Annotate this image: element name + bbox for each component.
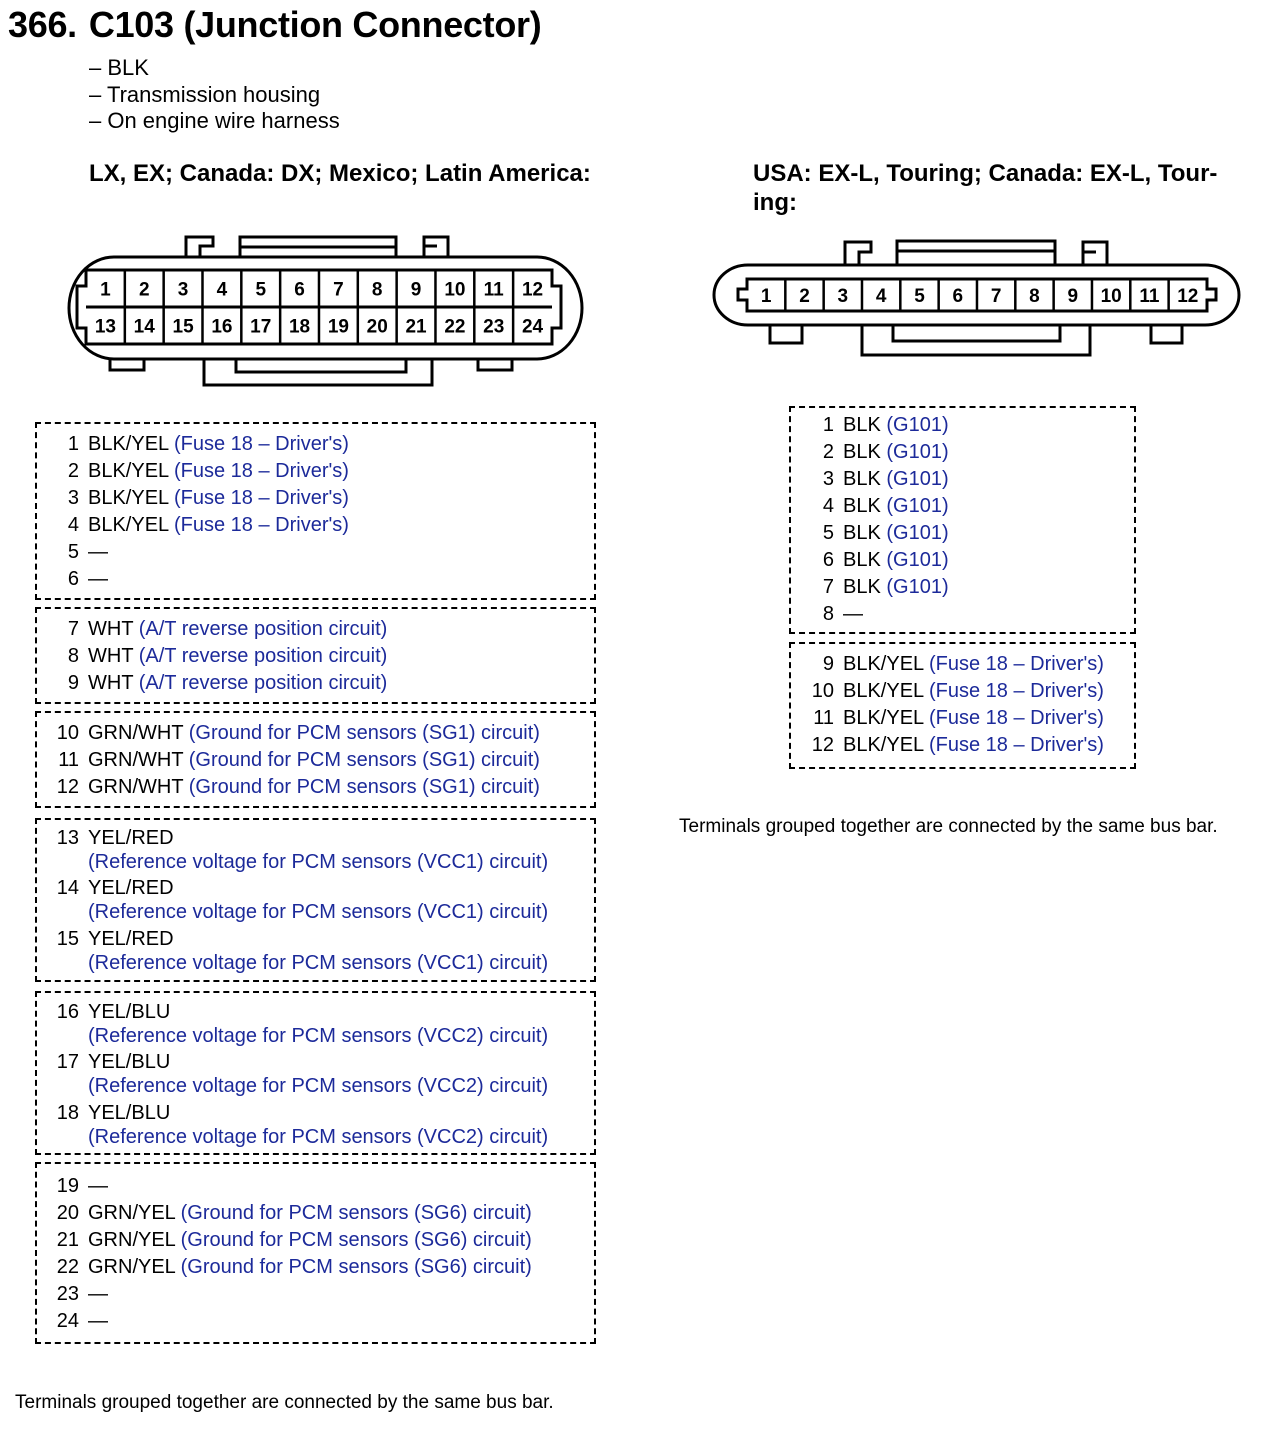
connector-24-bottom-pin-16: 16 [211, 316, 233, 338]
terminal-number: 2 [67, 460, 79, 482]
left-terminal-row [37, 671, 387, 695]
wire-color: BLK [843, 522, 881, 544]
left-terminal-row [37, 1309, 108, 1333]
right-terminal-row [791, 602, 863, 626]
connector-24-bottom-pin-19: 19 [327, 316, 349, 338]
terminal-number: 24 [56, 1310, 79, 1332]
left-terminal-row [37, 927, 174, 951]
right-terminal-group [789, 406, 1136, 634]
connector-24-top-pin-8: 8 [371, 279, 383, 301]
connector-number: 366. [8, 4, 77, 45]
terminal-number: 4 [822, 495, 834, 517]
connector-24-top-pin-5: 5 [255, 279, 267, 301]
left-terminal-row [37, 617, 387, 641]
right-terminal-row [791, 494, 949, 518]
circuit-description: (Ground for PCM sensors (SG1) circuit) [188, 722, 540, 744]
terminal-number: 8 [67, 645, 79, 667]
left-terminal-row [37, 1101, 170, 1125]
terminal-number: 17 [56, 1051, 79, 1074]
connector-24-bottom-pin-18: 18 [288, 316, 311, 338]
connector-24-bottom-pin-17: 17 [250, 316, 272, 338]
circuit-description: (Reference voltage for PCM sensors (VCC2) circuit) [88, 1125, 549, 1148]
left-terminal-group [35, 818, 596, 982]
terminal-number: 6 [67, 568, 79, 590]
circuit-description: (G101) [886, 522, 949, 544]
wire-color: GRN/WHT [88, 722, 184, 744]
circuit-description: (Ground for PCM sensors (SG6) circuit) [180, 1202, 532, 1224]
circuit-description: (Ground for PCM sensors (SG1) circuit) [188, 776, 540, 798]
wire-color: YEL/BLU [88, 1051, 171, 1074]
circuit-description: (G101) [886, 441, 949, 463]
wire-color: WHT [88, 618, 134, 640]
left-variant-heading: LX, EX; Canada: DX; Mexico; Latin America: [89, 160, 591, 187]
circuit-description: (Ground for PCM sensors (SG6) circuit) [180, 1256, 532, 1278]
circuit-description: (G101) [886, 495, 949, 517]
terminal-number: 10 [56, 722, 79, 744]
connector-24-top-pin-6: 6 [294, 279, 305, 301]
terminal-number: 13 [56, 827, 79, 849]
left-terminal-row [37, 876, 174, 900]
left-terminal-row [37, 459, 349, 483]
right-terminal-row [791, 575, 949, 599]
terminal-number: 7 [67, 618, 79, 640]
terminal-number: 7 [822, 576, 834, 598]
left-terminal-row [37, 775, 540, 799]
terminal-number: 1 [822, 414, 834, 436]
connector-12-pin-5: 5 [914, 285, 925, 307]
circuit-description: (Reference voltage for PCM sensors (VCC1) circuit) [88, 951, 549, 974]
wire-color: BLK [843, 441, 881, 463]
right-variant-heading: USA: EX-L, Touring; Canada: EX-L, Tour-ing: [753, 160, 1218, 216]
connector-24-top-pin-12: 12 [521, 279, 544, 301]
connector-12-pin-4: 4 [875, 285, 887, 307]
connector-24-bottom-pin-13: 13 [94, 316, 116, 338]
circuit-description: (Fuse 18 – Driver's) [173, 460, 349, 482]
connector-12-pin-11: 11 [1139, 285, 1160, 307]
terminal-number: 11 [58, 749, 79, 771]
left-terminal-row [37, 540, 108, 564]
wire-color: BLK/YEL [843, 707, 924, 729]
left-terminal-row [37, 826, 174, 850]
wire-color: GRN/YEL [88, 1229, 176, 1251]
circuit-description: (Reference voltage for PCM sensors (VCC2) circuit) [88, 1025, 549, 1047]
connector-12-pin-grid [761, 279, 1198, 311]
left-terminal-row [37, 1255, 532, 1279]
wire-color: — [88, 1283, 108, 1305]
right-terminal-row [791, 733, 1104, 757]
terminal-number: 1 [67, 433, 79, 455]
terminal-number: 5 [67, 541, 79, 563]
wire-color: YEL/BLU [88, 1101, 171, 1124]
terminal-number: 6 [822, 549, 834, 571]
wire-color: GRN/WHT [88, 749, 184, 771]
wire-color: BLK/YEL [88, 487, 169, 509]
wire-color: BLK/YEL [88, 514, 169, 536]
terminal-number: 4 [67, 514, 79, 536]
terminal-number: 20 [56, 1202, 79, 1224]
connector-24-top-pin-11: 11 [483, 279, 504, 301]
terminal-number: 14 [56, 877, 79, 900]
terminal-number: 9 [67, 672, 79, 694]
left-terminal-row [37, 486, 349, 510]
connector-12pin-diagram [0, 0, 1262, 400]
circuit-description: (Fuse 18 – Driver's) [928, 653, 1104, 675]
circuit-description: (Fuse 18 – Driver's) [928, 707, 1104, 729]
terminal-number: 9 [822, 653, 834, 675]
connector-24-top-pin-1: 1 [100, 279, 111, 301]
connector-24-bottom-pin-21: 21 [405, 316, 427, 338]
connector-12-pin-7: 7 [990, 285, 1002, 307]
wire-color: WHT [88, 645, 134, 667]
terminal-number: 3 [67, 487, 79, 509]
left-bus-bar-note: Terminals grouped together are connected by the same bus bar. [15, 1392, 554, 1413]
terminal-number: 22 [56, 1256, 79, 1278]
left-terminal-row [37, 1174, 108, 1198]
wire-color: YEL/BLU [88, 1001, 171, 1023]
connector-24-top-pin-10: 10 [444, 279, 466, 301]
wire-color: BLK/YEL [88, 460, 169, 482]
wire-color: — [88, 568, 108, 590]
wire-color: — [88, 541, 108, 563]
connector-12-top-latch [845, 241, 1107, 265]
terminal-number: 10 [811, 680, 834, 702]
terminal-number: 16 [56, 1001, 79, 1023]
connector-24-bottom-pin-20: 20 [366, 316, 388, 338]
wire-color: BLK [843, 549, 881, 571]
terminal-number: 21 [56, 1229, 79, 1251]
wire-color: YEL/RED [88, 927, 174, 950]
wire-color: BLK/YEL [843, 653, 924, 675]
circuit-description: (Reference voltage for PCM sensors (VCC2) circuit) [88, 1075, 549, 1098]
left-terminal-row [37, 567, 108, 591]
right-terminal-row [791, 467, 949, 491]
circuit-description: (Ground for PCM sensors (SG6) circuit) [180, 1229, 532, 1251]
connector-24-bottom-pin-22: 22 [444, 316, 466, 338]
right-terminal-group [789, 642, 1136, 769]
wire-color: YEL/RED [88, 827, 174, 849]
left-terminal-row [37, 1050, 170, 1074]
terminal-number: 2 [822, 441, 834, 463]
left-terminal-row [37, 1282, 108, 1306]
circuit-description: (G101) [886, 414, 949, 436]
left-terminal-group [35, 991, 596, 1155]
left-terminal-row [37, 513, 349, 537]
circuit-description: (Fuse 18 – Driver's) [928, 680, 1104, 702]
circuit-description: (G101) [886, 576, 949, 598]
terminal-number: 23 [56, 1283, 79, 1305]
left-terminal-row [37, 748, 540, 772]
terminal-number: 3 [822, 468, 834, 490]
right-bus-bar-note: Terminals grouped together are connected by the same bus bar. [679, 816, 1218, 837]
circuit-description: (G101) [886, 549, 949, 571]
wire-color: BLK [843, 414, 881, 436]
wire-color: — [843, 603, 863, 625]
terminal-number: 12 [811, 734, 834, 756]
wire-color: BLK [843, 468, 881, 490]
wire-color: GRN/WHT [88, 776, 184, 798]
wire-color: — [88, 1310, 108, 1332]
circuit-description: (G101) [886, 468, 949, 490]
connector-24-bottom-pin-14: 14 [133, 316, 155, 338]
wire-color: GRN/YEL [88, 1256, 176, 1278]
terminal-number: 5 [822, 522, 834, 544]
terminal-number: 12 [56, 776, 79, 798]
wire-color: — [88, 1175, 108, 1197]
left-terminal-group [35, 711, 596, 808]
left-terminal-group [35, 422, 596, 600]
connector-12-pin-8: 8 [1029, 285, 1040, 307]
terminal-number: 18 [56, 1101, 79, 1124]
terminal-number: 8 [822, 603, 834, 625]
connector-24-top-pin-2: 2 [138, 279, 150, 301]
connector-12-pin-6: 6 [952, 285, 964, 307]
left-terminal-row [37, 1201, 532, 1225]
connector-12-pin-12: 12 [1177, 285, 1199, 307]
left-terminal-row [37, 432, 349, 456]
wire-color: YEL/RED [88, 877, 174, 900]
right-terminal-row [791, 548, 949, 572]
attribute-location: – Transmission housing [89, 81, 321, 107]
connector-24-bottom-pin-24: 24 [521, 316, 544, 338]
connector-24-top-pin-4: 4 [216, 279, 228, 301]
left-terminal-row [37, 644, 387, 668]
attribute-color: – BLK [89, 55, 149, 80]
circuit-description: (Fuse 18 – Driver's) [173, 514, 349, 536]
connector-12-pin-1: 1 [760, 285, 772, 307]
connector-24-top-pin-3: 3 [177, 279, 189, 301]
right-terminal-row [791, 440, 949, 464]
circuit-description: (Fuse 18 – Driver's) [173, 487, 349, 509]
left-terminal-row [37, 1228, 532, 1252]
terminal-number: 19 [56, 1175, 79, 1197]
wire-color: BLK/YEL [843, 734, 924, 756]
circuit-description: (Ground for PCM sensors (SG1) circuit) [188, 749, 540, 771]
connector-24-top-pin-9: 9 [410, 279, 422, 301]
wire-color: BLK/YEL [88, 433, 169, 455]
wire-color: BLK/YEL [843, 680, 924, 702]
connector-12-pin-2: 2 [799, 285, 810, 307]
terminal-number: 11 [813, 707, 834, 729]
connector-12-pin-9: 9 [1067, 285, 1079, 307]
left-terminal-group [35, 1162, 596, 1344]
left-terminal-row [37, 1000, 170, 1024]
connector-24-bottom-pin-15: 15 [172, 316, 194, 338]
left-terminal-row [37, 721, 540, 745]
right-terminal-row [791, 679, 1104, 703]
connector-12-bottom-latch [770, 325, 1182, 355]
circuit-description: (A/T reverse position circuit) [138, 618, 388, 640]
right-terminal-row [791, 652, 1104, 676]
right-terminal-row [791, 521, 949, 545]
circuit-description: (A/T reverse position circuit) [138, 645, 388, 667]
connector-12-pin-10: 10 [1100, 285, 1122, 307]
wire-color: BLK [843, 495, 881, 517]
connector-name: C103 (Junction Connector) [88, 4, 542, 45]
wire-color: GRN/YEL [88, 1202, 176, 1224]
right-terminal-row [791, 413, 949, 437]
left-terminal-group [35, 607, 596, 704]
attribute-harness: – On engine wire harness [89, 108, 340, 133]
connector-24-bottom-pin-23: 23 [483, 316, 505, 338]
wire-color: BLK [843, 576, 881, 598]
circuit-description: (Fuse 18 – Driver's) [173, 433, 349, 455]
right-terminal-row [791, 706, 1104, 730]
connector-24-top-pin-7: 7 [333, 279, 344, 301]
connector-12-pin-3: 3 [837, 285, 849, 307]
circuit-description: (Reference voltage for PCM sensors (VCC1) circuit) [88, 851, 549, 873]
circuit-description: (Reference voltage for PCM sensors (VCC1) circuit) [88, 901, 549, 924]
wire-color: WHT [88, 672, 134, 694]
terminal-number: 15 [56, 927, 79, 950]
circuit-description: (Fuse 18 – Driver's) [928, 734, 1104, 756]
circuit-description: (A/T reverse position circuit) [138, 672, 388, 694]
